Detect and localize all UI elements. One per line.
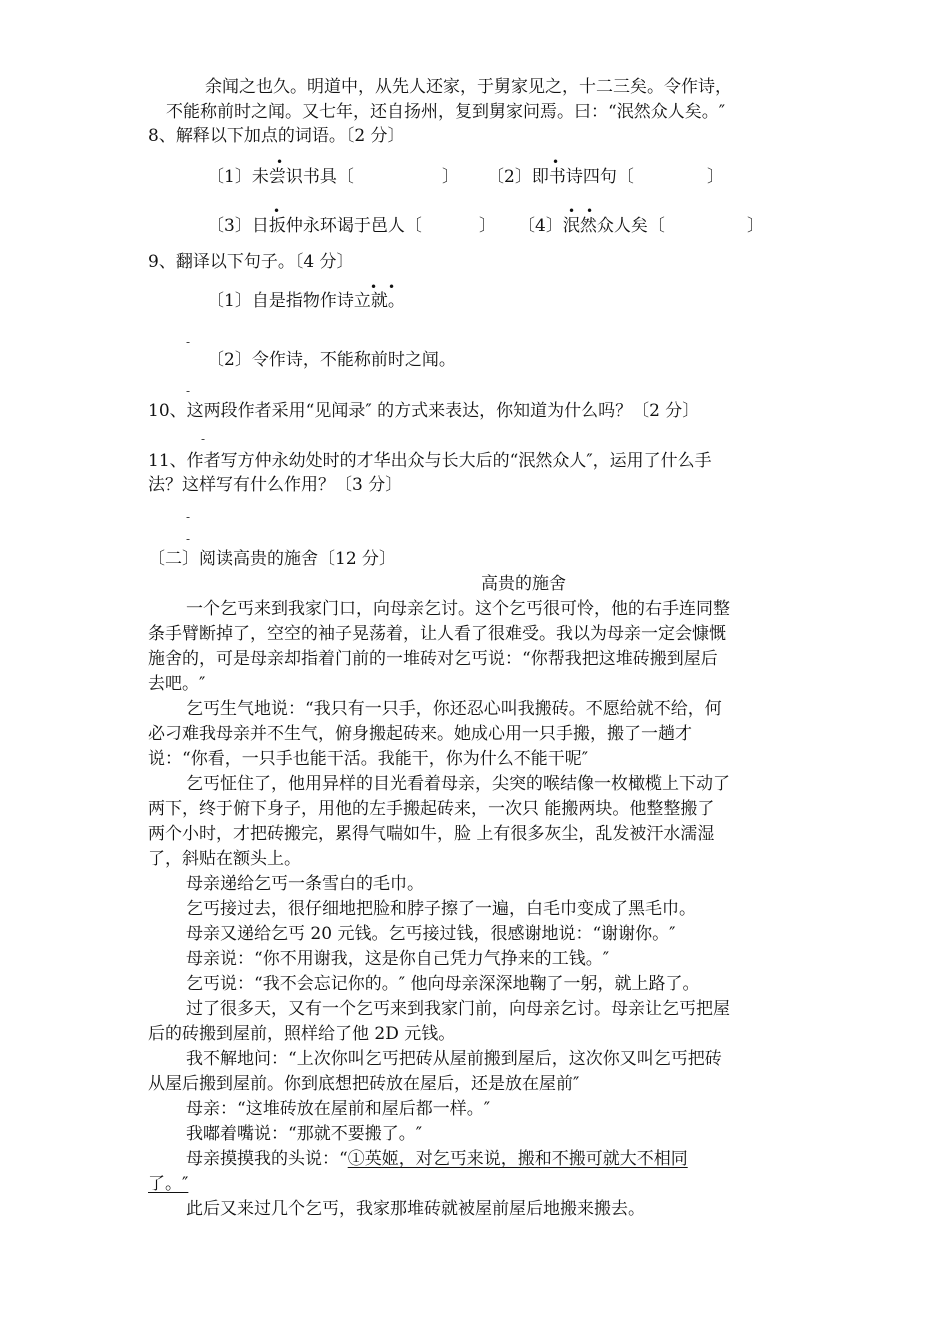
q9-item-2: 〔2〕令作诗，不能称前时之闻。 bbox=[207, 350, 456, 370]
answer-blank-mark: - bbox=[201, 432, 206, 446]
q8-item-1-close: 〕 bbox=[442, 167, 459, 187]
story-line-lead: 母亲摸摸我的头说：“ bbox=[186, 1149, 348, 1169]
story-line: 乞丐说：“我不会忘记你的。″ 他向母亲深深地鞠了一躬，就上路了。 bbox=[186, 974, 700, 994]
story-line: 施舍的，可是母亲却指着门前的一堆砖对乞丐说：“你帮我把这堆砖搬到屋后 bbox=[148, 649, 718, 669]
emphasis-dot: • bbox=[370, 280, 378, 294]
answer-blank-mark: - bbox=[186, 335, 191, 349]
q8-item-3: 〔3〕日扳仲永环谒于邑人〔 bbox=[207, 216, 422, 236]
story-line: 两下，终于俯下身子，用他的左手搬起砖来，一次只 能搬两块。他整整搬了 bbox=[148, 799, 715, 819]
story-line: 两个小时，才把砖搬完，累得气喘如牛，脸 上有很多灰尘，乱发被汗水濡湿 bbox=[148, 824, 715, 844]
underlined-sentence: ①英姬，对乞丐来说，搬和不搬可就大不相同 bbox=[347, 1149, 688, 1169]
story-line: 此后又来过几个乞丐，我家那堆砖就被屋前屋后地搬来搬去。 bbox=[186, 1199, 645, 1219]
q8-item-3-close: 〕 bbox=[479, 216, 496, 236]
story-line: 了，斜贴在额头上。 bbox=[148, 849, 301, 869]
q9-item-1: 〔1〕自是指物作诗立就。 bbox=[207, 291, 405, 311]
story-title: 高贵的施舍 bbox=[481, 574, 566, 594]
q10-title: 10、这两段作者采用“见闻录″ 的方式来表达，你知道为什么吗？〔2 分〕 bbox=[148, 401, 700, 421]
answer-blank-mark: - bbox=[186, 384, 191, 398]
story-line: 我不解地问：“上次你叫乞丐把砖从屋前搬到屋后，这次你又叫乞丐把砖 bbox=[186, 1049, 722, 1069]
story-line: 母亲递给乞丐一条雪白的毛巾。 bbox=[186, 874, 424, 894]
q8-title: 8、解释以下加点的词语。〔2 分〕 bbox=[148, 126, 405, 146]
story-line: 说：“你看，一只手也能干活。我能干，你为什么不能干呢″ bbox=[148, 749, 589, 769]
story-line: 乞丐怔住了，他用异样的目光看着母亲，尖突的喉结像一枚橄榄上下动了 bbox=[186, 774, 730, 794]
q8-item-4-close: 〕 bbox=[747, 216, 764, 236]
story-line: 从屋后搬到屋前。你到底想把砖放在屋后，还是放在屋前″ bbox=[148, 1074, 580, 1094]
emphasis-dot: • bbox=[276, 155, 284, 169]
emphasis-dot: • bbox=[273, 204, 281, 218]
q8-item-4: 〔4〕泯然众人矣〔 bbox=[518, 216, 665, 236]
answer-blank-mark: - bbox=[186, 532, 191, 546]
answer-blank-mark: - bbox=[186, 510, 191, 524]
story-line: 我嘟着嘴说：“那就不要搬了。″ bbox=[186, 1124, 423, 1144]
q8-item-2: 〔2〕即书诗四句〔 bbox=[487, 167, 634, 187]
story-line: 母亲：“这堆砖放在屋前和屋后都一样。″ bbox=[186, 1099, 491, 1119]
q8-item-2-close: 〕 bbox=[707, 167, 724, 187]
q8-item-1: 〔1〕未尝识书具〔 bbox=[207, 167, 354, 187]
story-line: 去吧。″ bbox=[148, 674, 206, 694]
story-line: 乞丐生气地说：“我只有一只手，你还忍心叫我搬砖。不愿给就不给，何 bbox=[186, 699, 722, 719]
story-line: 母亲又递给乞丐 20 元钱。乞丐接过钱，很感谢地说：“谢谢你。″ bbox=[186, 924, 676, 944]
emphasis-dot: • bbox=[568, 204, 576, 218]
emphasis-dot: • bbox=[586, 204, 594, 218]
emphasis-dot: • bbox=[388, 280, 396, 294]
q11-line-1: 11、作者写方仲永幼处时的才华出众与长大后的“泯然众人″，运用了什么手 bbox=[148, 451, 712, 471]
story-line: 一个乞丐来到我家门口，向母亲乞讨。这个乞丐很可怜，他的右手连同整 bbox=[186, 599, 730, 619]
story-line: 乞丐接过去，很仔细地把脸和脖子擦了一遍，白毛巾变成了黑毛巾。 bbox=[186, 899, 696, 919]
section-heading: 〔二〕阅读高贵的施舍〔12 分〕 bbox=[148, 549, 397, 569]
story-line: 条手臂断掉了，空空的袖子晃荡着，让人看了很难受。我以为母亲一定会慷慨 bbox=[148, 624, 726, 644]
q9-title: 9、翻译以下句子。〔4 分〕 bbox=[148, 252, 354, 272]
story-line bbox=[186, 1148, 688, 1170]
story-line: 后的砖搬到屋前，照样给了他 2D 元钱。 bbox=[148, 1024, 456, 1044]
underlined-sentence-end: 了。″ bbox=[148, 1174, 189, 1194]
story-line: 必刁难我母亲并不生气，俯身搬起砖来。她成心用一只手搬，搬了一趟才 bbox=[148, 724, 692, 744]
classical-line-2: 不能称前时之闻。又七年，还自扬州，复到舅家问焉。曰：“泯然众人矣。″ bbox=[166, 102, 726, 122]
q11-line-2: 法？这样写有什么作用？〔3 分〕 bbox=[148, 475, 403, 495]
classical-line-1: 余闻之也久。明道中，从先人还家，于舅家见之，十二三矣。令作诗， bbox=[205, 77, 732, 97]
story-line: 母亲说：“你不用谢我，这是你自己凭力气挣来的工钱。″ bbox=[186, 949, 610, 969]
emphasis-dot: • bbox=[552, 155, 560, 169]
story-line: 过了很多天，又有一个乞丐来到我家门前，向母亲乞讨。母亲让乞丐把屋 bbox=[186, 999, 730, 1019]
